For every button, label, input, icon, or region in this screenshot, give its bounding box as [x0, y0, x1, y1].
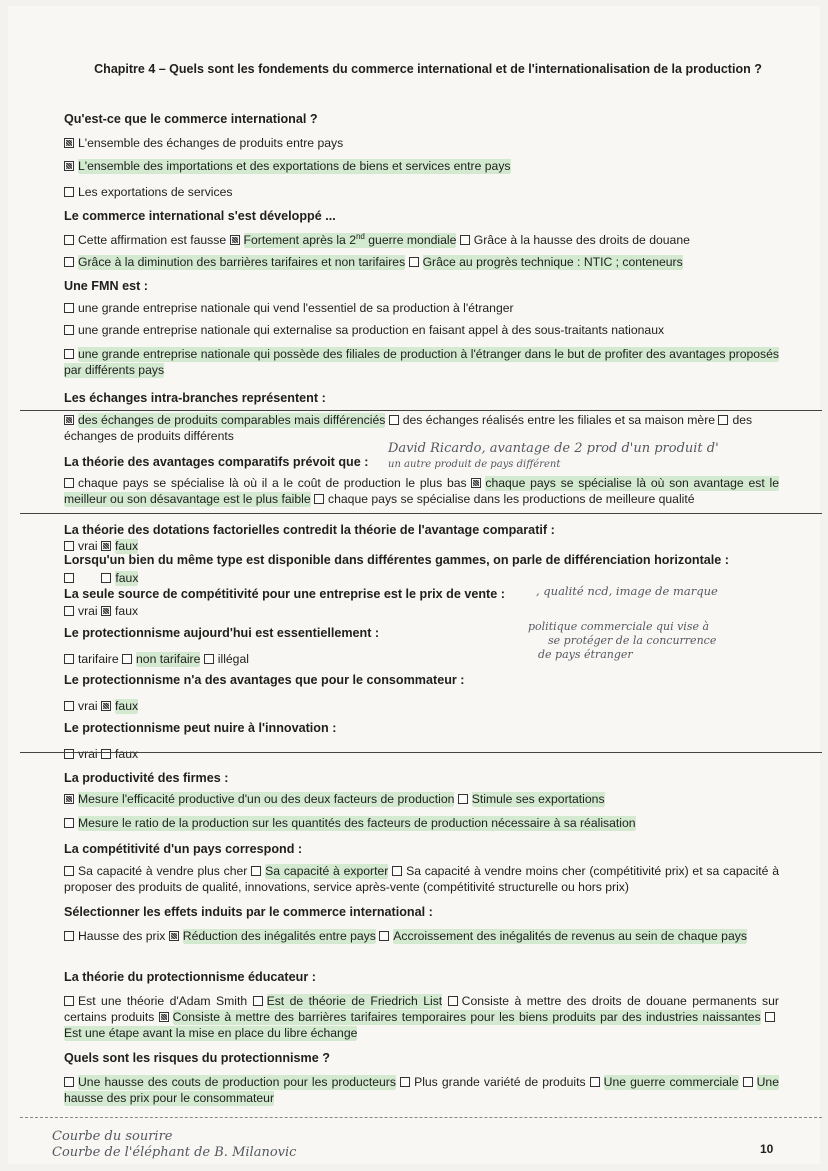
checkbox[interactable] [64, 573, 74, 583]
q16-option-3[interactable] [590, 1075, 739, 1089]
option-label: Grâce à la hausse des droits de douane [473, 233, 690, 248]
checkbox-checked[interactable] [101, 606, 111, 616]
q11-option-vrai[interactable] [64, 747, 98, 761]
q1-option-3[interactable] [64, 184, 779, 200]
option-label: faux [115, 604, 139, 618]
q3-option-1[interactable] [64, 300, 779, 316]
option-label: des échanges réalisés entre les filiales et sa maison mère [402, 413, 716, 427]
option-label: vrai [78, 699, 98, 713]
q10-option-faux[interactable] [101, 699, 138, 713]
checkbox-checked[interactable] [101, 701, 111, 711]
q11-option-faux[interactable] [101, 747, 138, 761]
q9-options [64, 651, 779, 667]
option-label: Les exportations de services [78, 185, 233, 199]
checkbox-checked[interactable] [169, 931, 179, 941]
q16-option-2[interactable] [400, 1075, 586, 1089]
q10-options [64, 698, 779, 714]
checkbox[interactable] [460, 235, 470, 245]
q4-options [64, 412, 779, 444]
q7-option-faux[interactable] [101, 571, 138, 585]
checkbox[interactable] [392, 866, 402, 876]
option-label: illégal [217, 652, 249, 666]
checkbox[interactable] [400, 1077, 410, 1087]
question-1: Qu'est-ce que le commerce international ? [64, 112, 318, 126]
checkbox[interactable] [64, 187, 74, 197]
checkbox-checked[interactable] [471, 478, 481, 488]
divider [20, 513, 822, 514]
question-4: Les échanges intra-branches représentent : [64, 391, 326, 405]
option-label: vrai [78, 539, 98, 553]
checkbox[interactable] [251, 866, 261, 876]
question-3: Une FMN est : [64, 279, 148, 293]
q9-option-1[interactable] [64, 652, 119, 666]
checkbox[interactable] [64, 749, 74, 759]
q10-option-vrai[interactable] [64, 699, 98, 713]
question-15: La théorie du protectionnisme éducateur : [64, 970, 316, 984]
option-label: chaque pays se spécialise là où il a le coût de production le plus bas [78, 476, 467, 490]
q9-option-3[interactable] [204, 652, 249, 666]
checkbox-checked[interactable] [101, 541, 111, 551]
option-label: des échanges de produits comparables mais différenciés [78, 413, 386, 427]
q11-options [64, 746, 779, 762]
question-11: Le protectionnisme peut nuire à l'innovation : [64, 721, 337, 735]
option-label: Accroissement des inégalités de revenus au sein de chaque pays [393, 929, 747, 943]
q7-option-1[interactable] [64, 571, 78, 585]
checkbox[interactable] [64, 606, 74, 616]
handwritten-note: David Ricardo, avantage de 2 prod d'un produit d' [388, 441, 719, 456]
option-label: Grâce au progrès technique : NTIC ; conteneurs [422, 255, 683, 269]
option-label: Sa capacité à exporter [265, 864, 389, 878]
q2-option-3[interactable] [460, 233, 690, 247]
divider [20, 410, 822, 411]
checkbox-checked[interactable] [64, 794, 74, 804]
q16-option-1[interactable] [64, 1075, 396, 1089]
question-10: Le protectionnisme n'a des avantages que pour le consommateur : [64, 673, 465, 687]
q8-option-faux[interactable] [101, 604, 138, 618]
option-label: Grâce à la diminution des barrières tarifaires et non tarifaires [78, 255, 406, 269]
question-text: La seule source de compétitivité pour une entreprise est le prix de vente : [64, 587, 505, 601]
checkbox[interactable] [64, 349, 74, 359]
checkbox-checked[interactable] [64, 138, 74, 148]
option-label: Fortement après la 2 [243, 233, 356, 248]
checkbox[interactable] [64, 654, 74, 664]
option-label: L'ensemble des échanges de produits entre pays [78, 136, 344, 150]
q14-option-3[interactable] [379, 929, 747, 943]
q13-option-1[interactable] [64, 864, 247, 878]
option-label: Est de théorie de Friedrich List [266, 994, 443, 1008]
option-label: vrai [78, 604, 98, 618]
q15-option-4[interactable] [159, 1010, 761, 1024]
option-label: Réduction des inégalités entre pays [182, 929, 376, 943]
option-label: Mesure le ratio de la production sur les quantités des facteurs de production nécessaire à sa réalisation [78, 816, 636, 830]
checkbox-checked[interactable] [159, 1012, 169, 1022]
handwritten-note: Courbe du sourire [52, 1129, 173, 1144]
q2-option-5[interactable] [409, 255, 683, 269]
checkbox[interactable] [314, 494, 324, 504]
option-label: Plus grande variété de produits [414, 1075, 586, 1089]
q2-options-row-1 [64, 229, 779, 248]
page-title: Chapitre 4 – Quels sont les fondements du commerce international et de l'internationalisation de la production ? [94, 62, 762, 76]
option-label: non tarifaire [136, 652, 201, 666]
checkbox[interactable] [379, 931, 389, 941]
option-label: faux [115, 747, 139, 761]
option-label: Une guerre commerciale [603, 1075, 739, 1089]
option-label: une grande entreprise nationale qui externalise sa production en faisant appel à des sous-traitants nationaux [78, 323, 665, 337]
handwritten-note: se protéger de la concurrence [548, 634, 717, 647]
divider [20, 752, 822, 753]
option-label: chaque pays se spécialise dans les productions de meilleure qualité [328, 491, 695, 506]
option-label: des échanges de produits différents [64, 413, 753, 443]
q16-options [64, 1074, 779, 1106]
option-label: Est une théorie d'Adam Smith [78, 994, 248, 1008]
option-label: Sa capacité à vendre moins cher (compétitivité prix) et sa capacité à proposer des produits de qualité, innovations, service après-vente (compétitivité structurelle ou hors prix) [64, 864, 780, 894]
question-5: La théorie des avantages comparatifs prévoit que : [64, 455, 369, 469]
option-label: Consiste à mettre des barrières tarifaires temporaires pour les biens produits par des industries naissantes [172, 1010, 761, 1024]
checkbox[interactable] [64, 818, 74, 828]
q8-option-vrai[interactable] [64, 604, 98, 618]
option-label: faux [115, 571, 139, 585]
superscript: nd [355, 232, 365, 241]
option-label: chaque pays se spécialise là où son avantage est le meilleur ou son désavantage est le plus faible [64, 476, 779, 506]
checkbox[interactable] [64, 701, 74, 711]
option-label: Sa capacité à vendre plus cher [78, 864, 248, 878]
checkbox[interactable] [64, 866, 74, 876]
checkbox[interactable] [64, 541, 74, 551]
q12-option-3[interactable] [64, 815, 779, 831]
q6-option-faux[interactable] [101, 539, 138, 553]
q14-options [64, 928, 779, 944]
q5-option-3[interactable] [314, 492, 695, 506]
checkbox[interactable] [743, 1077, 753, 1087]
checkbox[interactable] [448, 996, 458, 1006]
q8-options [64, 603, 779, 619]
checkbox[interactable] [101, 573, 111, 583]
checkbox-checked[interactable] [230, 235, 240, 245]
option-label: Consiste à mettre des droits de douane permanents sur certains produits [64, 994, 779, 1024]
option-label: tarifaire [78, 652, 119, 666]
handwritten-note: , qualité ncd, image de marque [536, 584, 718, 598]
q15-option-2[interactable] [253, 994, 443, 1008]
q4-option-1[interactable] [64, 413, 385, 427]
q2-option-4[interactable] [64, 255, 405, 269]
checkbox-checked[interactable] [64, 161, 74, 171]
q14-option-2[interactable] [169, 929, 376, 943]
option-label: Une hausse des couts de production pour les producteurs [78, 1075, 396, 1089]
divider [20, 1117, 822, 1118]
question-12: La productivité des firmes : [64, 771, 229, 785]
q3-option-3[interactable] [64, 346, 779, 378]
option-label: Mesure l'efficacité productive d'un ou des deux facteurs de production [78, 792, 455, 806]
handwritten-note: de pays étranger [538, 648, 633, 661]
q5-options [64, 476, 779, 507]
question-7: Lorsqu'un bien du même type est disponible dans différentes gammes, on parle de différenciation horizontale : [64, 553, 729, 567]
checkbox[interactable] [64, 996, 74, 1006]
q13-option-2[interactable] [251, 864, 388, 878]
checkbox[interactable] [409, 257, 419, 267]
checkbox[interactable] [101, 749, 111, 759]
question-9: Le protectionnisme aujourd'hui est essentiellement : [64, 626, 380, 640]
option-label: L'ensemble des importations et des exportations de biens et services entre pays [78, 159, 511, 173]
q12-option-2[interactable] [458, 792, 605, 806]
page-number: 10 [760, 1142, 774, 1156]
q2-option-2[interactable] [230, 233, 457, 247]
checkbox-checked[interactable] [64, 415, 74, 425]
option-label: Une hausse des prix pour le consommateur [64, 1075, 779, 1105]
checkbox[interactable] [765, 1012, 775, 1022]
option-label: faux [115, 539, 139, 553]
checkbox[interactable] [64, 257, 74, 267]
checkbox[interactable] [64, 325, 74, 335]
checkbox[interactable] [718, 415, 728, 425]
q3-option-2[interactable] [64, 322, 779, 338]
handwritten-note: politique commerciale qui vise à [528, 620, 710, 633]
question-6: La théorie des dotations factorielles contredit la théorie de l'avantage comparatif : [64, 523, 555, 537]
checkbox[interactable] [64, 235, 74, 245]
option-label: guerre mondiale [364, 233, 457, 248]
q12-options-row-1 [64, 791, 779, 807]
q12-option-1[interactable] [64, 792, 454, 806]
question-14: Sélectionner les effets induits par le commerce international : [64, 905, 433, 919]
q2-options-row-2 [64, 254, 779, 270]
worksheet-page [8, 6, 820, 1164]
checkbox[interactable] [64, 931, 74, 941]
checkbox[interactable] [590, 1077, 600, 1087]
question-16: Quels sont les risques du protectionnisme ? [64, 1051, 330, 1065]
q13-options [64, 863, 779, 895]
q15-options [64, 993, 779, 1041]
q1-option-2[interactable] [64, 158, 779, 174]
handwritten-note: un autre produit de pays différent [388, 459, 561, 470]
option-label: une grande entreprise nationale qui vend l'essentiel de sa production à l'étranger [78, 301, 514, 315]
checkbox[interactable] [389, 415, 399, 425]
q2-option-1[interactable] [64, 233, 226, 247]
q15-option-1[interactable] [64, 994, 247, 1008]
checkbox[interactable] [253, 996, 263, 1006]
q1-option-1[interactable] [64, 135, 779, 151]
question-2: Le commerce international s'est développé ... [64, 209, 336, 223]
option-label: Est une étape avant la mise en place du libre échange [64, 1026, 358, 1040]
option-label: Stimule ses exportations [471, 792, 605, 806]
q4-option-2[interactable] [389, 413, 715, 427]
checkbox[interactable] [64, 303, 74, 313]
q5-option-1[interactable] [64, 476, 467, 490]
option-label: faux [115, 699, 139, 713]
checkbox[interactable] [122, 654, 132, 664]
handwritten-note: Courbe de l'éléphant de B. Milanovic [52, 1145, 297, 1160]
option-label: Cette affirmation est fausse [78, 233, 227, 248]
option-label: vrai [78, 747, 98, 761]
q9-option-2[interactable] [122, 652, 200, 666]
checkbox[interactable] [64, 478, 74, 488]
option-label: une grande entreprise nationale qui possède des filiales de production à l'étranger dans le but de profiter des avantages proposés par différents pays [64, 347, 779, 377]
checkbox[interactable] [458, 794, 468, 804]
checkbox[interactable] [204, 654, 214, 664]
question-13: La compétitivité d'un pays correspond : [64, 842, 303, 856]
q14-option-1[interactable] [64, 929, 165, 943]
checkbox[interactable] [64, 1077, 74, 1087]
option-label: Hausse des prix [78, 929, 166, 943]
q6-option-vrai[interactable] [64, 539, 98, 553]
